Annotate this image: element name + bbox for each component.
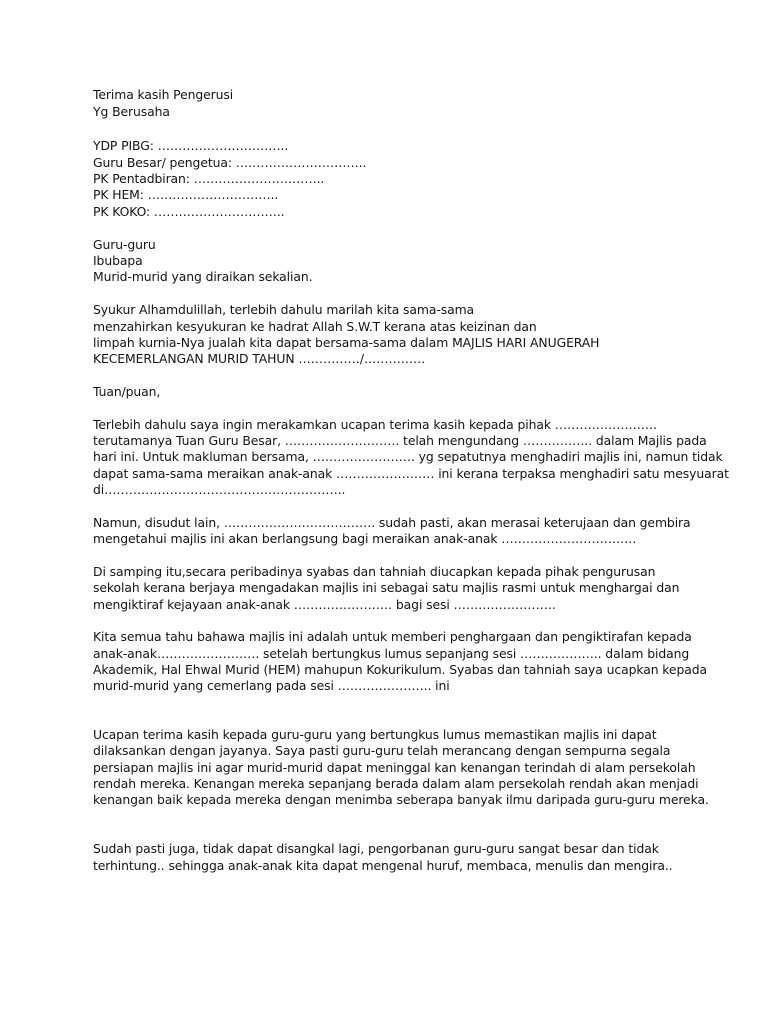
paragraph-3-line-2: mengetahui majlis ini akan berlangsung bagi meraikan anak-anak …………………………… [93, 531, 637, 546]
greeting-pibg: YDP PIBG: ………………………….. [93, 138, 289, 153]
greeting-pk-admin: PK Pentadbiran: ………………………….. [93, 171, 325, 186]
paragraph-6-line-4: rendah mereka. Kenangan mereka sepanjang berada dalam alam persekolah rendah akan menjadi [93, 776, 699, 791]
greeting-chairman: Terima kasih Pengerusi [93, 87, 234, 102]
paragraph-5-line-4: murid-murid yang cemerlang pada sesi ………………….. ini [93, 678, 450, 693]
paragraph-6-line-1: Ucapan terima kasih kepada guru-guru yang bertungkus lumus memastikan majlis ini dapat [93, 727, 657, 742]
greeting-parents: Ibubapa [93, 253, 143, 268]
greeting-headmaster: Guru Besar/ pengetua: ………………………….. [93, 155, 367, 170]
paragraph-5-line-1: Kita semua tahu bahawa majlis ini adalah untuk memberi penghargaan dan pengiktirafan kepada [93, 629, 692, 644]
paragraph-2-line-1: Terlebih dahulu saya ingin merakamkan ucapan terima kasih kepada pihak ……………………. [93, 417, 657, 432]
greeting-pk-hem: PK HEM: ………………………….. [93, 187, 279, 202]
greeting-pk-koko: PK KOKO: ………………………….. [93, 204, 285, 219]
greeting-students: Murid-murid yang diraikan sekalian. [93, 269, 313, 284]
paragraph-3-line-1: Namun, disudut lain, ………………………………. sudah pasti, akan merasai keterujaan dan gembira [93, 515, 691, 530]
paragraph-1-line-1: Syukur Alhamdulillah, terlebih dahulu marilah kita sama-sama [93, 302, 475, 317]
paragraph-4-line-1: Di samping itu,secara peribadinya syabas dan tahniah diucapkan kepada pihak pengurusan [93, 564, 656, 579]
paragraph-4-line-2: sekolah kerana berjaya mengadakan majlis ini sebagai satu majlis rasmi untuk menghargai dan [93, 580, 680, 595]
paragraph-2-line-4: dapat sama-sama meraikan anak-anak …………………… ini kerana terpaksa menghadiri satu mesyuarat [93, 466, 729, 481]
paragraph-5-line-3: Akademik, Hal Ehwal Murid (HEM) mahupun Kokurikulum. Syabas dan tahniah saya ucapkan kepada [93, 662, 707, 677]
paragraph-6-line-5: kenangan baik kepada mereka dengan menimba seberapa banyak ilmu daripada guru-guru mereka. [93, 792, 709, 807]
paragraph-2-line-3: hari ini. Untuk makluman bersama, ……………………. yg sepatutnya menghadiri majlis ini, namun tidak [93, 449, 723, 464]
greeting-honourable: Yg Berusaha [93, 104, 170, 119]
greeting-teachers: Guru-guru [93, 237, 156, 252]
paragraph-1-line-2: menzahirkan kesyukuran ke hadrat Allah S.W.T kerana atas keizinan dan [93, 319, 537, 334]
paragraph-7-line-1: Sudah pasti juga, tidak dapat disangkal lagi, pengorbanan guru-guru sangat besar dan tidak [93, 841, 659, 856]
paragraph-2-line-2: terutamanya Tuan Guru Besar, ………………………. telah mengundang …………….. dalam Majlis pada [93, 433, 707, 448]
paragraph-6-line-3: persiapan majlis ini agar murid-murid dapat meninggal kan kenangan terindah di alam persekolah [93, 760, 696, 775]
paragraph-1-line-4: KECEMERLANGAN MURID TAHUN ……………/…………… [93, 351, 426, 366]
paragraph-5-line-2: anak-anak……………………. setelah bertungkus lumus sepanjang sesi ……………….. dalam bidang [93, 646, 690, 661]
paragraph-6-line-2: dilaksankan dengan jayanya. Saya pasti guru-guru telah merancang dengan sempurna segala [93, 743, 671, 758]
salutation: Tuan/puan, [93, 384, 161, 399]
paragraph-1-line-3: limpah kurnia-Nya jualah kita dapat bersama-sama dalam MAJLIS HARI ANUGERAH [93, 335, 600, 350]
paragraph-7-line-2: terhintung.. sehingga anak-anak kita dapat mengenal huruf, membaca, menulis dan mengira.. [93, 858, 673, 873]
paragraph-4-line-3: mengiktiraf kejayaan anak-anak …………………… bagi sesi ……………………. [93, 597, 556, 612]
paragraph-2-line-5: di………………………………………………….. [93, 482, 346, 497]
